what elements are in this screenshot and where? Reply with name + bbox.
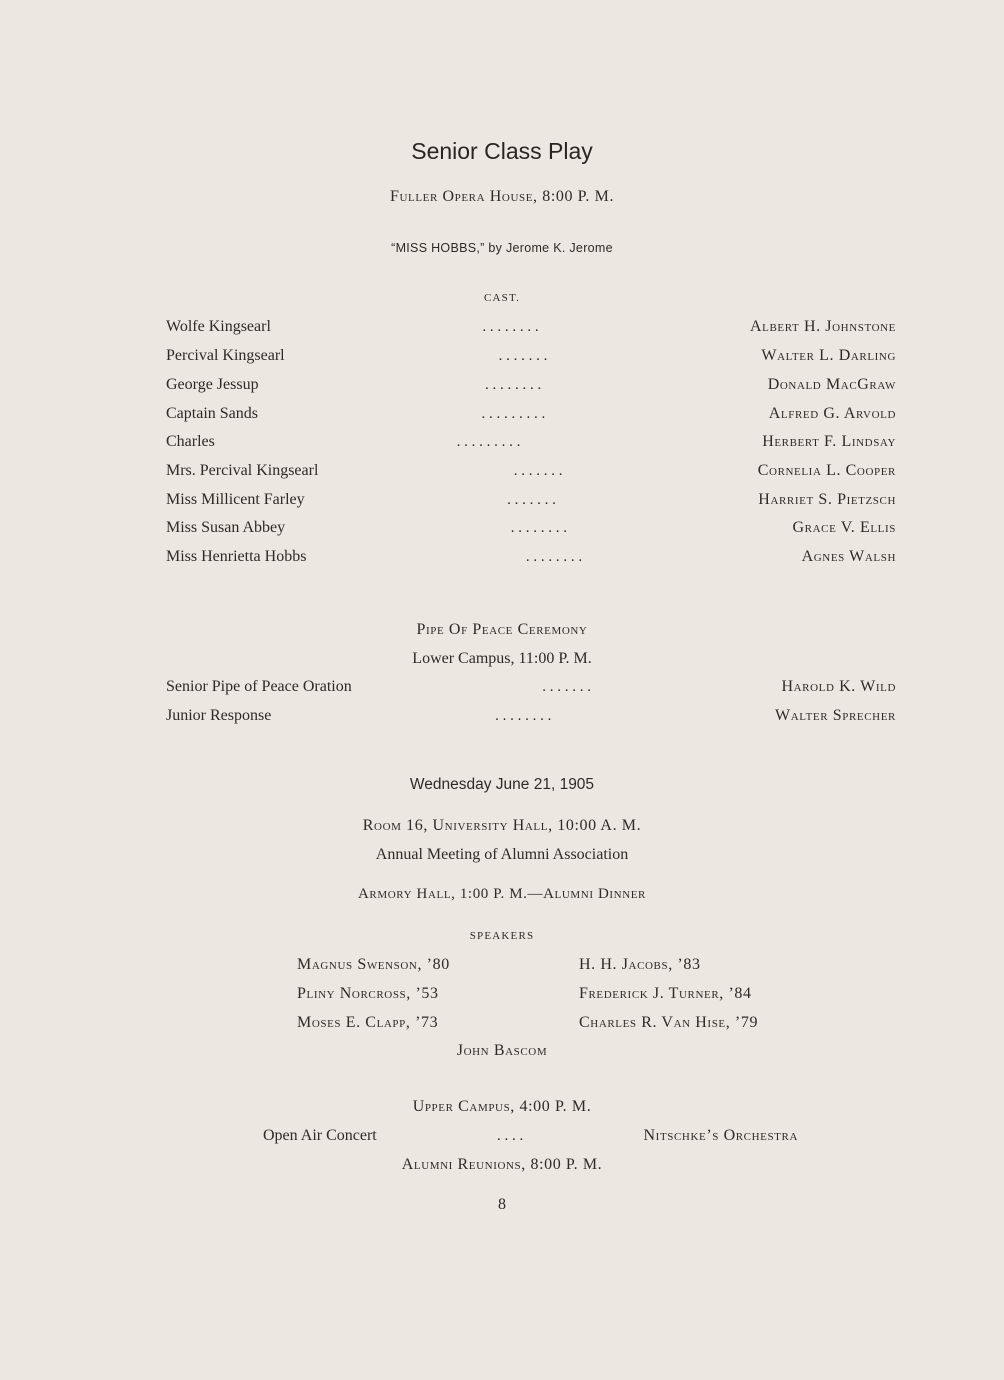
cast-row (166, 318, 896, 344)
cast-row (166, 405, 896, 431)
page-number: 8 (498, 1196, 506, 1213)
concert-row (263, 1127, 798, 1145)
leader-dots: . . . . . . . . (485, 377, 542, 393)
cast-actor: Cornelia L. Cooper (757, 462, 896, 479)
armory-dinner: Armory Hall, 1:00 P. M.—Alumni Dinner (358, 886, 646, 902)
leader-dots: . . . . . . . (542, 679, 591, 695)
cast-row (166, 519, 896, 545)
pipe-heading: Pipe Of Peace Ceremony (416, 621, 588, 638)
leader-dots: . . . . . . . . . (481, 406, 546, 422)
cast-role: Miss Henrietta Hobbs (166, 548, 307, 565)
cast-heading: CAST. (483, 292, 521, 304)
speaker-name: Frederick J. Turner, ’84 (579, 985, 752, 1002)
leader-dots: . . . . . . . (513, 463, 563, 479)
cast-role: Miss Millicent Farley (166, 491, 305, 508)
cast-actor: Harriet S. Pietzsch (758, 491, 896, 508)
speaker-name: H. H. Jacobs, ’83 (579, 956, 701, 973)
cast-actor: Alfred G. Arvold (768, 405, 896, 422)
cast-actor: Agnes Walsh (801, 548, 896, 565)
cast-row (166, 347, 896, 373)
leader-dots: . . . . . . . (498, 348, 548, 364)
leader-dots: . . . . . . . . (510, 520, 567, 536)
cast-actor: Grace V. Ellis (792, 519, 896, 536)
speaker-name: Charles R. Van Hise, ’79 (579, 1014, 759, 1031)
cast-row (166, 548, 896, 574)
cast-role: Miss Susan Abbey (166, 519, 286, 536)
leader-dots: . . . . . . . . (525, 549, 583, 565)
cast-actor: Walter L. Darling (761, 347, 896, 364)
cast-actor: Donald MacGraw (767, 376, 896, 393)
annual-meeting: Annual Meeting of Alumni Association (375, 846, 629, 863)
room-venue: Room 16, University Hall, 10:00 A. M. (362, 817, 642, 834)
cast-actor: Herbert F. Lindsay (762, 433, 896, 450)
leader-dots: . . . . . . . . . (456, 434, 521, 450)
cast-row (166, 376, 896, 402)
cast-actor: Albert H. Johnstone (750, 318, 896, 335)
cast-role: Mrs. Percival Kingsearl (166, 462, 319, 479)
concert-label: Open Air Concert (263, 1127, 377, 1144)
pipe-speaker: Walter Sprecher (775, 707, 896, 724)
play-title-line: “MISS HOBBS,” by Jerome K. Jerome (391, 241, 613, 255)
pipe-role: Junior Response (166, 707, 272, 724)
speaker-name: Magnus Swenson, ’80 (297, 956, 450, 973)
pipe-row (166, 678, 896, 704)
pipe-venue: Lower Campus, 11:00 P. M. (412, 650, 592, 667)
cast-role: Charles (166, 433, 215, 450)
pipe-speaker: Harold K. Wild (781, 678, 896, 695)
speakers-heading: SPEAKERS (469, 930, 535, 942)
pipe-role: Senior Pipe of Peace Oration (166, 678, 352, 695)
cast-role: Percival Kingsearl (166, 347, 285, 364)
cast-row (166, 433, 896, 459)
leader-dots: . . . . (497, 1128, 524, 1144)
cast-role: Wolfe Kingsearl (166, 318, 271, 335)
cast-row (166, 491, 896, 517)
leader-dots: . . . . . . . . (495, 708, 552, 724)
speaker-name: John Bascom (456, 1042, 548, 1059)
cast-role: George Jessup (166, 376, 259, 393)
speaker-name: Pliny Norcross, ’53 (297, 985, 439, 1002)
leader-dots: . . . . . . . . (482, 319, 539, 335)
cast-role: Captain Sands (166, 405, 258, 422)
pipe-row (166, 707, 896, 733)
date-heading: Wednesday June 21, 1905 (409, 776, 595, 793)
leader-dots: . . . . . . . (507, 492, 556, 508)
upper-campus-venue: Upper Campus, 4:00 P. M. (412, 1098, 592, 1115)
speaker-name: Moses E. Clapp, ’73 (297, 1014, 439, 1031)
play-venue: Fuller Opera House, 8:00 P. M. (389, 188, 615, 205)
cast-row (166, 462, 896, 488)
concert-performer: Nitschke’s Orchestra (643, 1127, 798, 1144)
section-title: Senior Class Play (411, 138, 593, 164)
alumni-reunions: Alumni Reunions, 8:00 P. M. (401, 1156, 603, 1173)
